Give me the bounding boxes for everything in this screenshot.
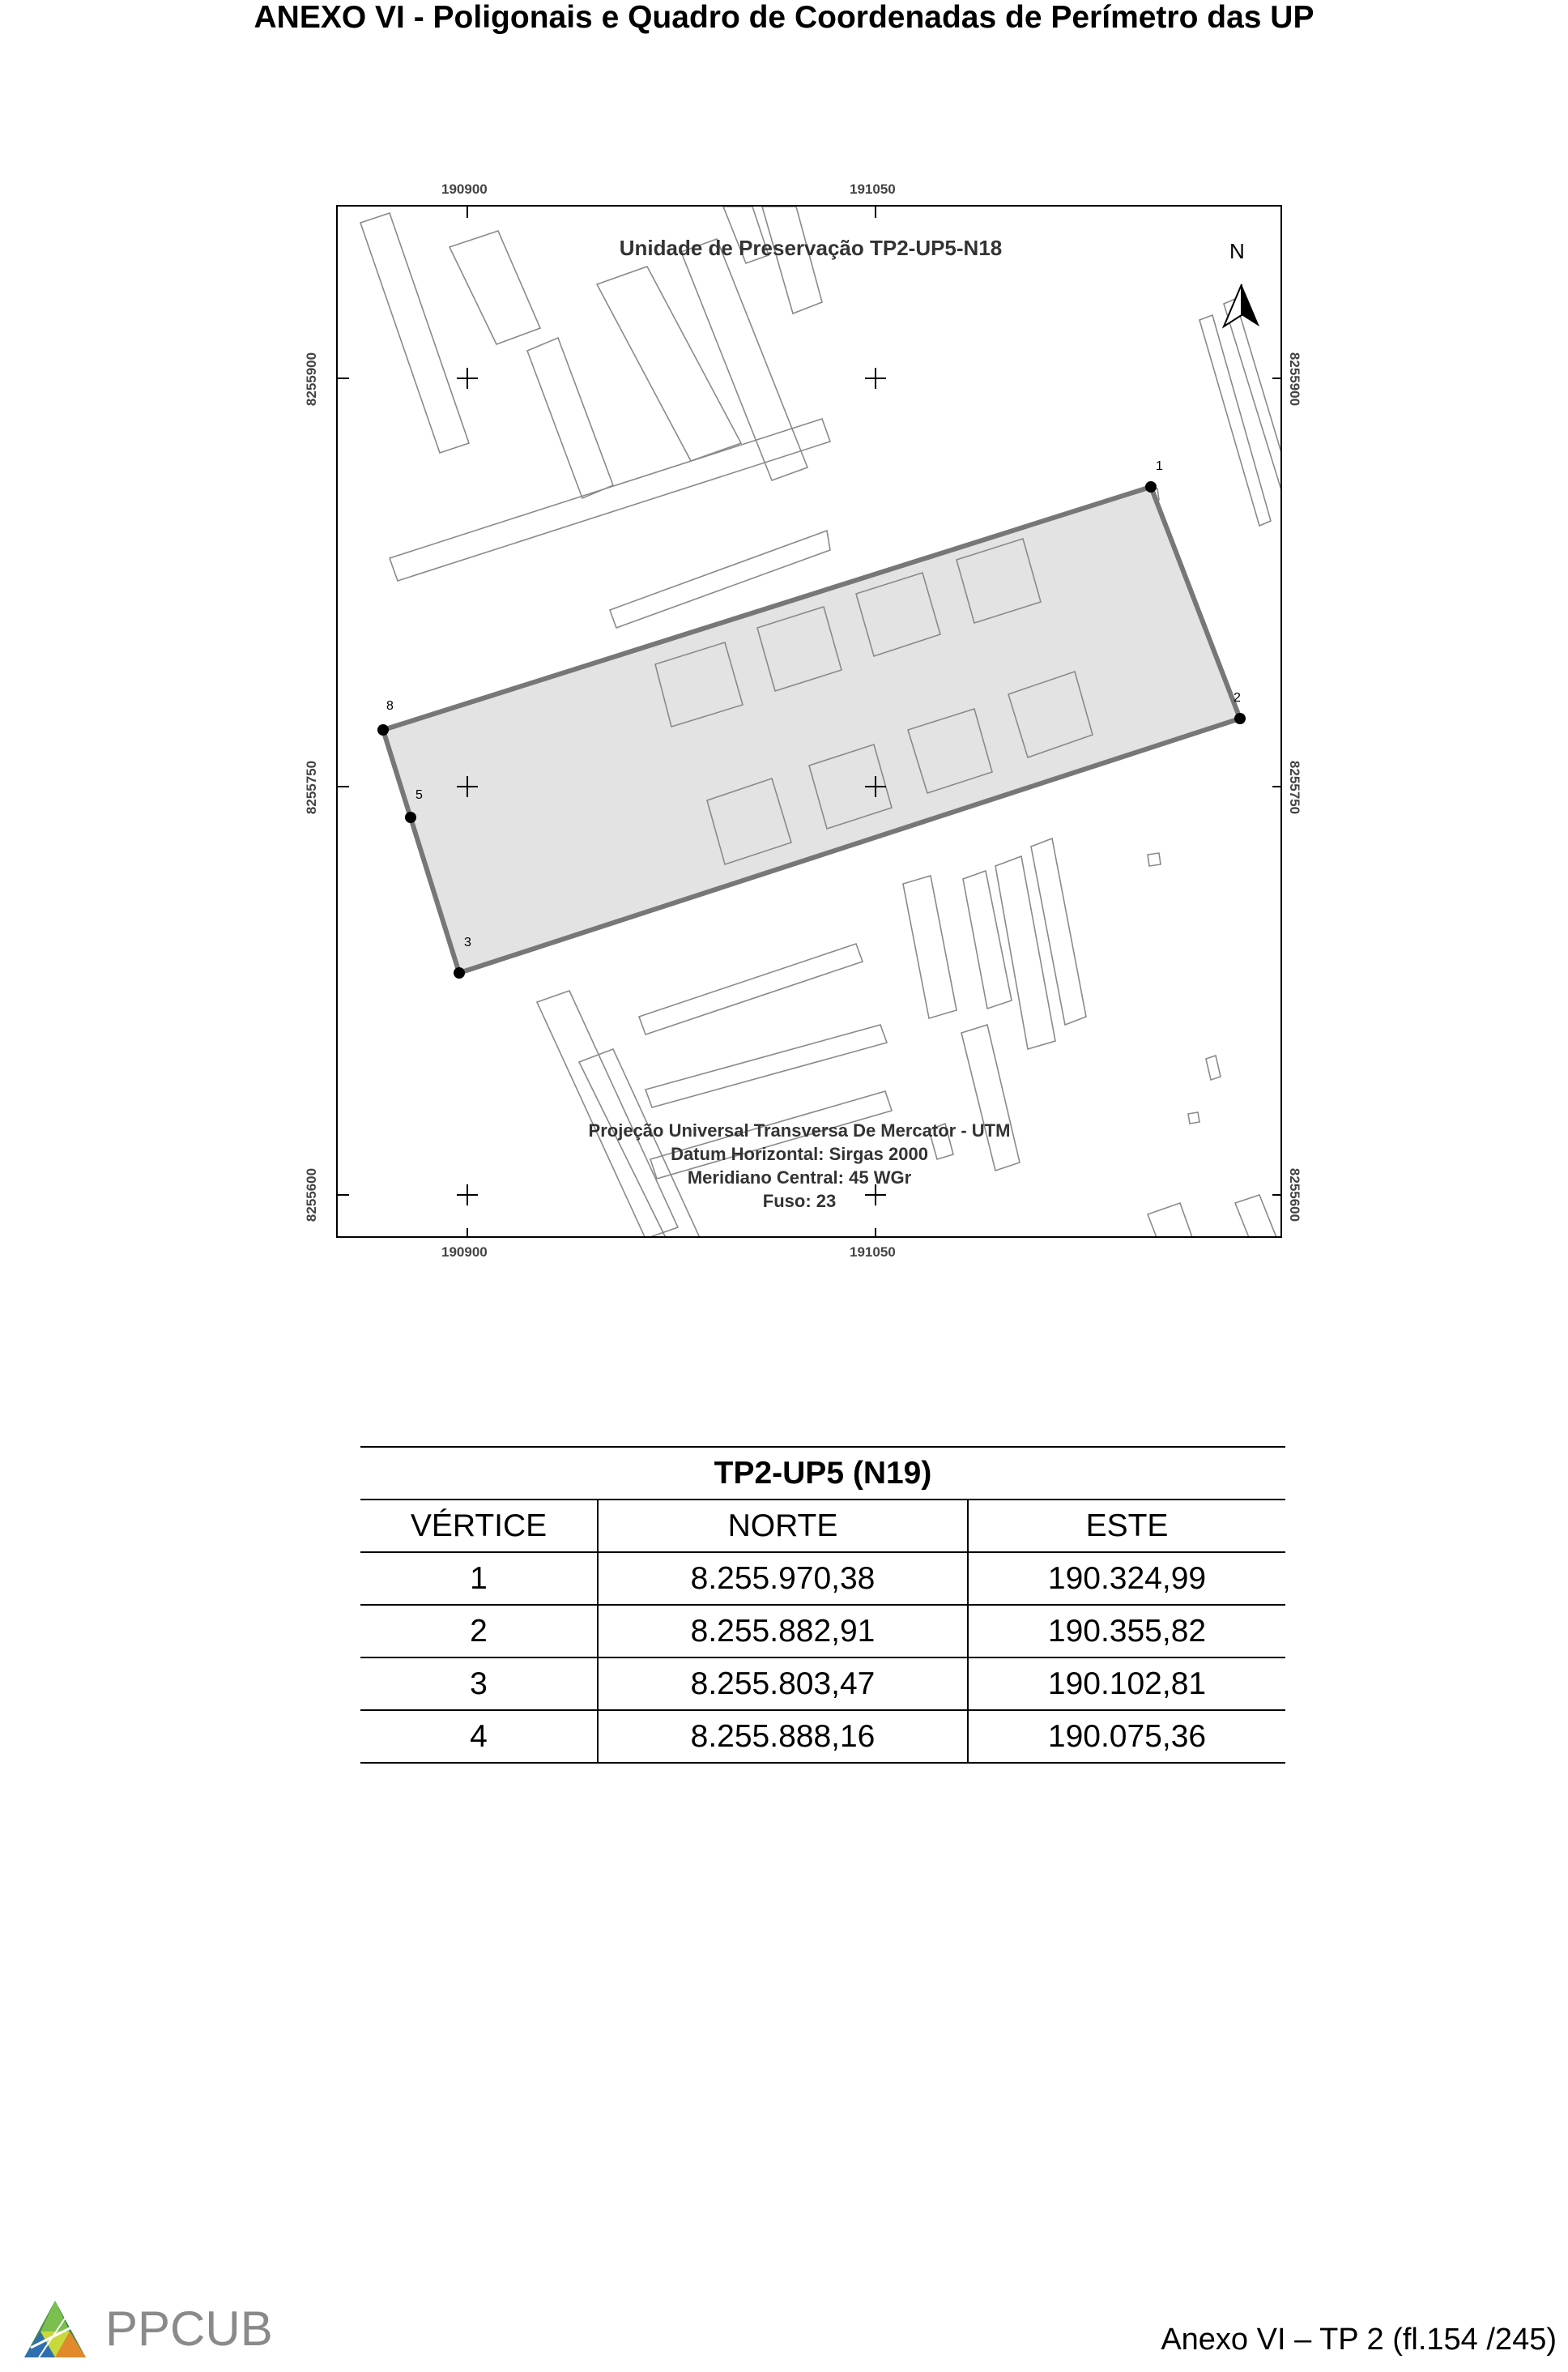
vertex-marker <box>405 812 416 823</box>
ppcub-logo-icon <box>23 2299 87 2361</box>
page-reference: Anexo VI – TP 2 (fl.154 /245) <box>1161 2323 1557 2357</box>
brand-name: PPCUB <box>105 2302 273 2356</box>
building-outline <box>1148 853 1161 866</box>
north-label: N <box>1229 239 1245 263</box>
building-outline <box>1235 1195 1277 1238</box>
x-tick-bottom-191050: 191050 <box>850 1244 896 1260</box>
table-row <box>360 1710 1285 1763</box>
y-tick-left-8255600: 8255600 <box>304 1167 320 1222</box>
table-title: TP2-UP5 (N19) <box>360 1447 1285 1500</box>
vertex-marker <box>454 967 465 979</box>
building-outline <box>995 856 1055 1049</box>
vertex-marker <box>377 724 389 736</box>
cell-vertice: 3 <box>360 1657 598 1710</box>
building-outline <box>390 419 830 581</box>
map-frame <box>336 205 1282 1238</box>
map-title: Unidade de Preservação TP2-UP5-N18 <box>619 236 1003 260</box>
meridian-line: Meridiano Central: 45 WGr <box>687 1167 912 1188</box>
building-outline <box>1224 299 1282 503</box>
header-este: ESTE <box>968 1500 1285 1552</box>
vertex-label-3: 3 <box>464 936 471 949</box>
projection-info <box>508 1119 1091 1213</box>
coordinates-table <box>360 1446 1285 1764</box>
building-outline <box>639 944 863 1035</box>
header-vertice: VÉRTICE <box>360 1500 598 1552</box>
cell-vertice: 4 <box>360 1710 598 1763</box>
table-title-row <box>360 1447 1285 1500</box>
table-row <box>360 1657 1285 1710</box>
zone-line: Fuso: 23 <box>762 1191 837 1211</box>
x-tick-top-190900: 190900 <box>441 181 488 197</box>
building-outline <box>963 871 1012 1009</box>
cell-norte: 8.255.888,16 <box>598 1710 968 1763</box>
building-outline <box>1206 1056 1221 1080</box>
vertex-label-8: 8 <box>386 699 394 713</box>
table-row <box>360 1552 1285 1605</box>
cell-norte: 8.255.970,38 <box>598 1552 968 1605</box>
x-tick-bottom-190900: 190900 <box>441 1244 488 1260</box>
vertex-label-1: 1 <box>1156 459 1163 473</box>
building-outline <box>597 267 741 461</box>
building-outline <box>903 876 957 1018</box>
cell-este: 190.324,99 <box>968 1552 1285 1605</box>
y-tick-right-8255600: 8255600 <box>1287 1167 1303 1222</box>
y-tick-right-8255750: 8255750 <box>1287 760 1303 815</box>
cell-este: 190.355,82 <box>968 1605 1285 1657</box>
vertex-label-2: 2 <box>1234 691 1241 705</box>
y-tick-left-8255900: 8255900 <box>304 352 320 407</box>
building-outline <box>1148 1203 1193 1238</box>
document-title: ANEXO VI - Poligonais e Quadro de Coordenadas de Perímetro das UP <box>254 0 1314 35</box>
y-tick-right-8255900: 8255900 <box>1287 352 1303 407</box>
vertex-marker <box>1145 481 1157 493</box>
cell-este: 190.075,36 <box>968 1710 1285 1763</box>
y-tick-left-8255750: 8255750 <box>304 760 320 815</box>
cell-norte: 8.255.882,91 <box>598 1605 968 1657</box>
map-canvas <box>338 207 1282 1238</box>
vertex-label-5: 5 <box>415 788 423 802</box>
building-outline <box>1188 1112 1199 1124</box>
datum-line: Datum Horizontal: Sirgas 2000 <box>671 1144 928 1164</box>
cell-vertice: 2 <box>360 1605 598 1657</box>
header-norte: NORTE <box>598 1500 968 1552</box>
cell-este: 190.102,81 <box>968 1657 1285 1710</box>
x-tick-top-191050: 191050 <box>850 181 896 197</box>
cell-norte: 8.255.803,47 <box>598 1657 968 1710</box>
table-row <box>360 1605 1285 1657</box>
vertex-marker <box>1234 713 1246 724</box>
building-outline <box>1031 838 1086 1025</box>
building-outline <box>527 338 613 498</box>
preservation-unit-polygon <box>383 487 1240 973</box>
projection-line: Projeção Universal Transversa De Mercator - UTM <box>588 1120 1011 1141</box>
building-outline <box>646 1025 887 1107</box>
cell-vertice: 1 <box>360 1552 598 1605</box>
table-header-row <box>360 1500 1285 1552</box>
